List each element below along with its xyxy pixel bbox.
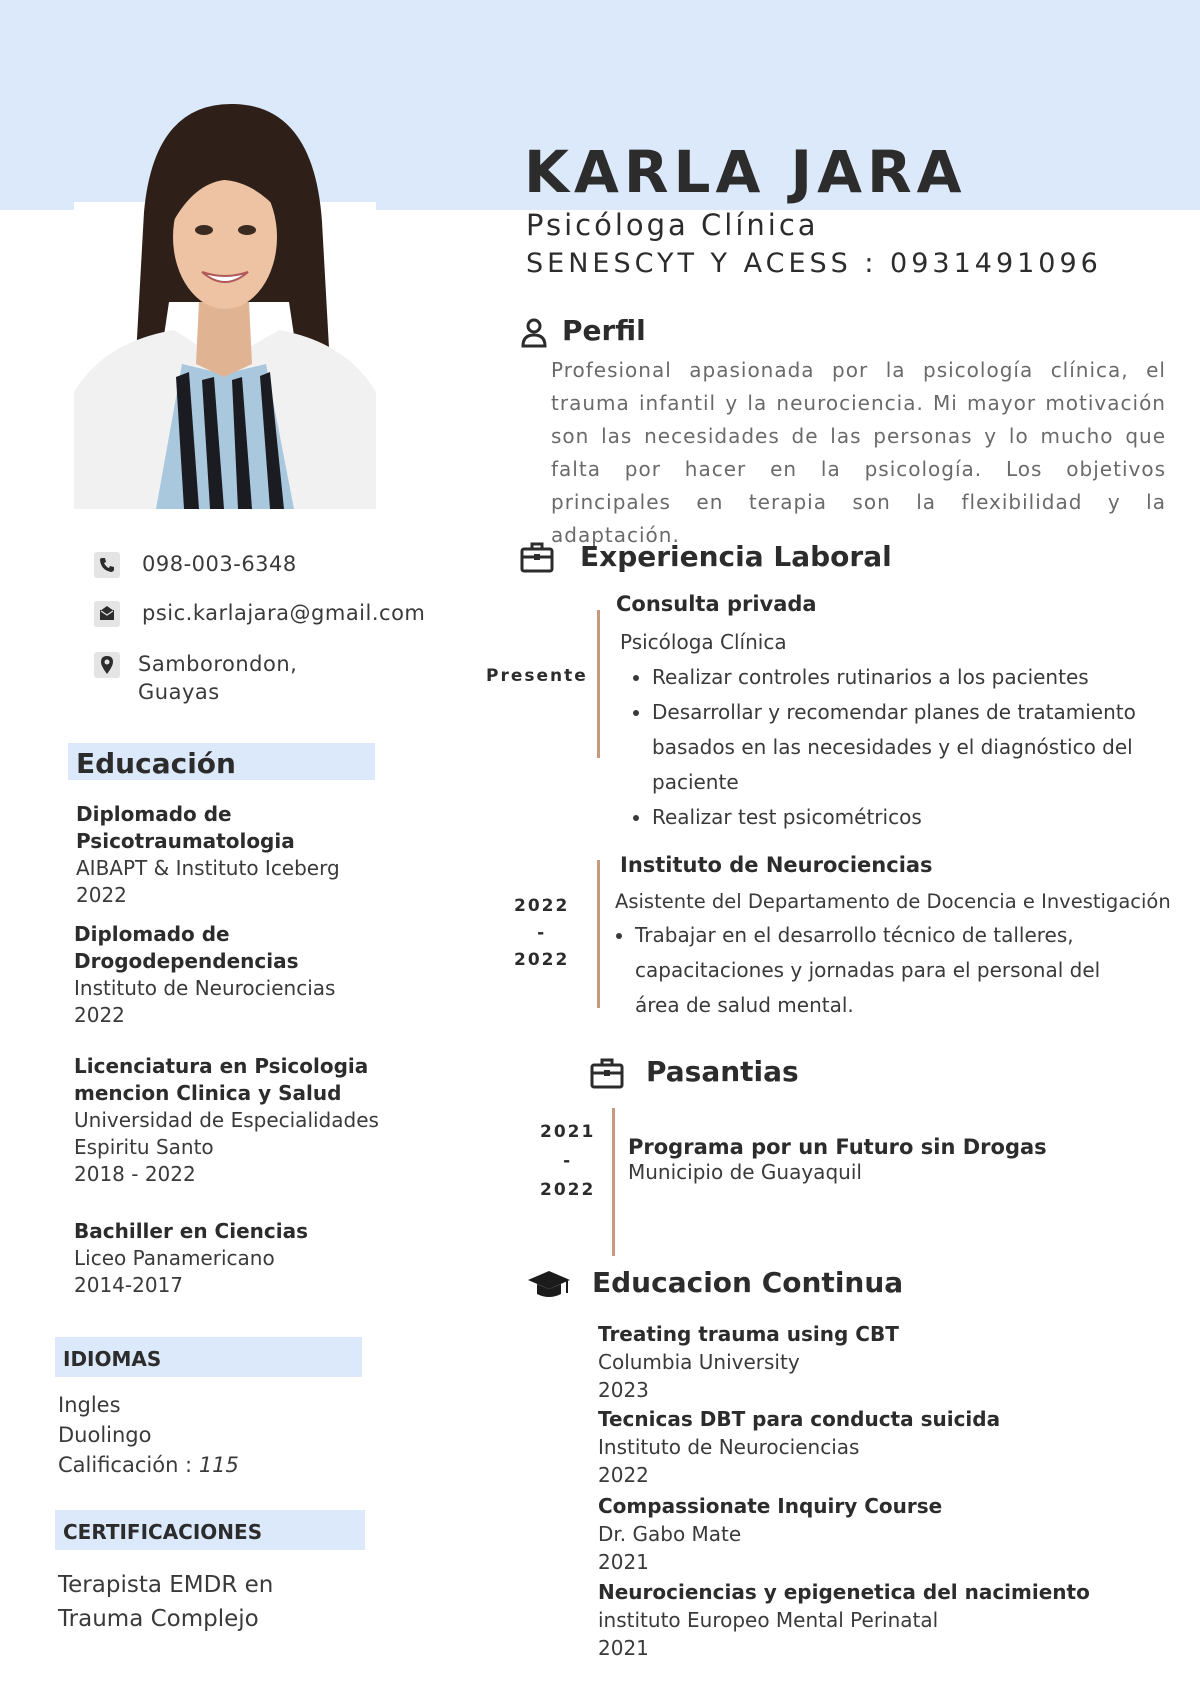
job-title: Psicóloga Clínica: [526, 208, 819, 242]
certifications-heading: CERTIFICACIONES: [63, 1520, 263, 1544]
internship-date-range: [540, 1118, 595, 1205]
education-item-year: 2022: [74, 1003, 125, 1027]
job-company: Consulta privada: [616, 592, 817, 616]
job-tasks: [618, 660, 1172, 835]
education-item: [74, 1218, 404, 1299]
education-item-title: Diplomado de Psicotraumatologia: [76, 802, 295, 853]
task-item: • Desarrollar y recomendar planes de tratamiento basados en las necesidades y el diagnóstico del paciente: [652, 695, 1172, 800]
education-item-year: 2018 - 2022: [74, 1162, 196, 1186]
internship-date-end: 2022: [540, 1180, 596, 1200]
registration-number: SENESCYT Y ACESS : 0931491096: [526, 248, 1102, 279]
location-city: Samborondon,: [138, 652, 298, 676]
education-heading: Educación: [76, 747, 236, 780]
job-role: Psicóloga Clínica: [620, 630, 787, 654]
certifications-heading-box: [55, 1510, 365, 1550]
location-pin-icon: [94, 652, 120, 678]
email-address: psic.karlajara@gmail.com: [142, 601, 426, 625]
course-place: Columbia University: [598, 1350, 800, 1374]
internship-date-separator: -: [563, 1151, 573, 1171]
internship-title: Programa por un Futuro sin Drogas: [628, 1135, 1047, 1159]
education-heading-box: [68, 743, 375, 780]
course-item: [598, 1320, 1158, 1404]
job-date-separator: -: [537, 923, 547, 943]
education-item-title: Licenciatura en Psicologia mencion Clinica y Salud: [74, 1054, 369, 1105]
education-item: [74, 1053, 414, 1188]
language-platform: Duolingo: [58, 1423, 152, 1447]
candidate-name: KARLA JARA: [524, 138, 967, 206]
education-item-place: Liceo Panamericano: [74, 1246, 275, 1270]
certification-line: Terapista EMDR en: [58, 1572, 274, 1598]
internship-date-start: 2021: [540, 1122, 596, 1142]
course-item: [598, 1405, 1158, 1489]
task-item: • Trabajar en el desarrollo técnico de talleres, capacitaciones y jornadas para el personal del área de salud mental.: [635, 918, 1115, 1023]
language-score-label: Calificación :: [58, 1453, 199, 1477]
graduation-cap-icon: [526, 1268, 572, 1302]
task-item: • Realizar controles rutinarios a los pacientes: [652, 660, 1172, 695]
job-date-end: 2022: [514, 950, 570, 970]
languages-heading: IDIOMAS: [63, 1347, 162, 1371]
education-item-place: Universidad de Especialidades Espiritu Santo: [74, 1108, 379, 1159]
languages-list: [58, 1390, 239, 1480]
job-role: Asistente del Departamento de Docencia e Investigación: [615, 890, 1171, 913]
job-tasks: [601, 918, 1115, 1023]
education-item: [76, 801, 406, 909]
education-item: [74, 921, 404, 1029]
course-year: 2022: [598, 1463, 649, 1487]
briefcase-icon: [590, 1056, 624, 1090]
course-title: Tecnicas DBT para conducta suicida: [598, 1407, 1001, 1431]
course-item: [598, 1492, 1158, 1576]
profile-text: Profesional apasionada por la psicología clínica, el trauma infantil y la neurociencia. Mi mayor motivación son las necesidades de las personas y lo mucho que falta por hacer en la psicología. Los objetivos principales en terapia son la flexibilidad y la adaptación.: [551, 358, 1166, 547]
education-item-year: 2014-2017: [74, 1273, 184, 1297]
certification-line: Trauma Complejo: [58, 1606, 259, 1632]
timeline-bar: [597, 860, 600, 1008]
user-icon: [520, 316, 554, 350]
languages-heading-box: [55, 1337, 362, 1377]
course-year: 2021: [598, 1550, 649, 1574]
education-item-title: Bachiller en Ciencias: [74, 1219, 309, 1243]
course-title: Neurociencias y epigenetica del nacimiento: [598, 1580, 1090, 1604]
phone-number: 098-003-6348: [142, 552, 297, 576]
continuing-education-heading: Educacion Continua: [592, 1266, 904, 1299]
profile-heading: Perfil: [562, 314, 646, 347]
briefcase-icon: [520, 540, 554, 574]
language-name: Ingles: [58, 1393, 121, 1417]
job-date-start: 2022: [514, 896, 570, 916]
course-title: Compassionate Inquiry Course: [598, 1494, 943, 1518]
language-score: [58, 1450, 239, 1480]
job-company: Instituto de Neurociencias: [620, 853, 933, 877]
education-item-title: Diplomado de Drogodependencias: [74, 922, 299, 973]
course-place: Instituto de Neurociencias: [598, 1435, 860, 1459]
course-year: 2023: [598, 1378, 649, 1402]
certifications-list: [58, 1568, 273, 1636]
timeline-bar: [612, 1108, 615, 1256]
education-item-year: 2022: [76, 883, 127, 907]
education-item-place: AIBAPT & Instituto Iceberg: [76, 856, 340, 880]
timeline-bar: [597, 610, 600, 758]
course-place: Dr. Gabo Mate: [598, 1522, 742, 1546]
internship-place: Municipio de Guayaquil: [628, 1160, 862, 1184]
education-item-place: Instituto de Neurociencias: [74, 976, 336, 1000]
experience-heading: Experiencia Laboral: [580, 540, 892, 573]
location-province: Guayas: [138, 680, 220, 704]
location: [138, 650, 297, 706]
course-year: 2021: [598, 1636, 649, 1660]
job-date: Presente: [486, 666, 588, 686]
course-title: Treating trauma using CBT: [598, 1322, 899, 1346]
phone-icon: [94, 552, 120, 578]
course-item: [598, 1578, 1158, 1662]
language-score-value: 115: [198, 1453, 239, 1477]
internships-heading: Pasantias: [646, 1055, 799, 1088]
course-place: instituto Europeo Mental Perinatal: [598, 1608, 939, 1632]
job-date-range: [514, 893, 569, 974]
task-item: • Realizar test psicométricos: [652, 800, 1172, 835]
profile-photo: [74, 102, 376, 509]
envelope-icon: [94, 601, 120, 627]
